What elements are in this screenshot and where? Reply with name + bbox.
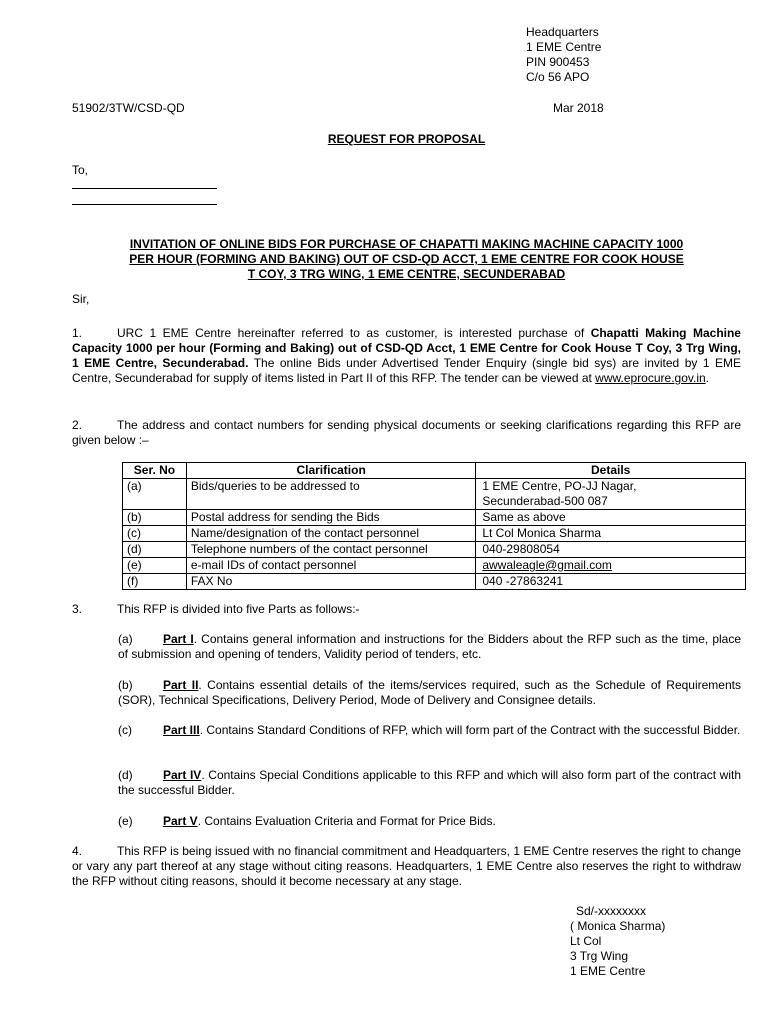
table-row xyxy=(123,542,746,558)
part-item xyxy=(118,768,741,798)
table-cell-ser: (b) xyxy=(123,510,187,526)
part-id: (d) xyxy=(118,768,133,782)
paragraph-bold-text: Chapatti Making Machine Capacity 1000 per hour (Forming and Baking) out of CSD-QD Acct, 1 EME Centre for Cook House T Coy, 3 Trg Wing, 1 EME Centre, Secunderabad. xyxy=(72,326,741,370)
part-label: Part II xyxy=(163,678,199,692)
part-text: . Contains essential details of the items/services required, such as the Schedule of Requirements (SOR), Technical Specifications, Delivery Period, Mode of Delivery and Consignee details. xyxy=(118,678,741,707)
table-cell-ser: (c) xyxy=(123,526,187,542)
address-line: PIN 900453 xyxy=(526,55,590,69)
part-id: (a) xyxy=(118,632,133,646)
part-id: (b) xyxy=(118,678,133,692)
table-row xyxy=(123,479,746,510)
subject xyxy=(72,237,741,282)
paragraph-text: This RFP is divided into five Parts as follows:- xyxy=(117,602,360,616)
part-text: . Contains general information and instructions for the Bidders about the RFP such as the time, place of submission and opening of tenders, Validity period of tenders, etc. xyxy=(118,632,742,661)
signature-block xyxy=(570,904,665,979)
table-header: Ser. No xyxy=(123,463,187,479)
addressee-blank-line xyxy=(72,188,217,189)
table-cell-details xyxy=(476,558,746,574)
part-item xyxy=(118,723,741,738)
paragraph-number: 1. xyxy=(72,326,83,340)
subject-line: T COY, 3 TRG WING, 1 EME CENTRE, SECUNDERABAD xyxy=(247,267,566,281)
table-cell-ser: (a) xyxy=(123,479,187,510)
part-item xyxy=(118,814,741,829)
table-cell-clarification: Postal address for sending the Bids xyxy=(186,510,475,526)
table-cell-details: 040-29808054 xyxy=(476,542,746,558)
address-line: Headquarters xyxy=(526,25,599,39)
table-cell-details: 040 -27863241 xyxy=(476,574,746,590)
table-cell-details: Same as above xyxy=(476,510,746,526)
subject-line: PER HOUR (FORMING AND BAKING) OUT OF CSD-QD ACCT, 1 EME CENTRE FOR COOK HOUSE xyxy=(129,252,684,266)
part-label: Part I xyxy=(163,632,194,646)
part-label: Part III xyxy=(163,723,200,737)
paragraph-1 xyxy=(72,326,741,386)
table-row xyxy=(123,574,746,590)
table-cell-clarification: Bids/queries to be addressed to xyxy=(186,479,475,510)
table-cell-clarification: FAX No xyxy=(186,574,475,590)
table-row xyxy=(123,526,746,542)
part-text: . Contains Evaluation Criteria and Format for Price Bids. xyxy=(197,814,496,828)
table-cell-details xyxy=(476,479,746,510)
part-label: Part V xyxy=(163,814,198,828)
part-item xyxy=(118,632,741,662)
paragraph-4 xyxy=(72,844,741,889)
part-id: (e) xyxy=(118,814,133,828)
reference-number: 51902/3TW/CSD-QD xyxy=(72,101,185,115)
signature-line: 1 EME Centre xyxy=(570,964,646,978)
table-cell-clarification: Telephone numbers of the contact personnel xyxy=(186,542,475,558)
paragraph-text: URC 1 EME Centre hereinafter referred to as customer, is interested purchase of xyxy=(117,326,591,340)
paragraph-2 xyxy=(72,418,741,448)
paragraph-3-intro xyxy=(72,602,360,617)
address-line: 1 EME Centre xyxy=(526,40,602,54)
addressee-blank-line xyxy=(72,204,217,205)
salutation: Sir, xyxy=(72,292,90,306)
paragraph-number: 3. xyxy=(72,602,83,616)
address-line: C/o 56 APO xyxy=(526,70,590,84)
email-link[interactable]: awwaleagle@gmail.com xyxy=(482,558,612,572)
paragraph-text: This RFP is being issued with no financial commitment and Headquarters, 1 EME Centre reserves the right to change or vary any part thereof at any stage without citing reasons. Headquarters, 1 EME Centre also reserves the right to withdraw the RFP without citing reasons, should it become necessary at any stage. xyxy=(72,844,741,888)
eprocure-link[interactable]: www.eprocure.gov.in xyxy=(595,371,706,385)
table-header: Details xyxy=(476,463,746,479)
table-header: Clarification xyxy=(186,463,475,479)
paragraph-text: The address and contact numbers for sending physical documents or seeking clarifications regarding this RFP are given below :– xyxy=(72,418,741,447)
paragraph-text: The online Bids under Advertised Tender Enquiry (single bid sys) are invited by 1 EME Centre, Secunderabad for supply of items listed in Part II of this RFP. The tender can be viewed at xyxy=(72,356,741,385)
paragraph-number: 4. xyxy=(72,844,83,858)
subject-line: INVITATION OF ONLINE BIDS FOR PURCHASE OF CHAPATTI MAKING MACHINE CAPACITY 1000 xyxy=(129,237,684,251)
details-line: Secunderabad-500 087 xyxy=(482,494,608,508)
table-row xyxy=(123,558,746,574)
paragraph-number: 2. xyxy=(72,418,83,432)
part-text: . Contains Special Conditions applicable to this RFP and which will also form part of the contract with the successful Bidder. xyxy=(118,768,741,797)
part-item xyxy=(118,678,741,708)
part-id: (c) xyxy=(118,723,132,737)
part-label: Part IV xyxy=(163,768,202,782)
signature-line: ( Monica Sharma) xyxy=(570,919,666,933)
details-line: 1 EME Centre, PO-JJ Nagar, xyxy=(482,479,637,493)
document-date: Mar 2018 xyxy=(553,101,604,115)
clarification-table xyxy=(122,462,746,590)
table-row xyxy=(123,510,746,526)
signature-line: Sd/-xxxxxxxx xyxy=(576,904,647,918)
to-label: To, xyxy=(72,163,89,177)
address-block xyxy=(526,25,601,85)
signature-line: Lt Col xyxy=(570,934,602,948)
part-text: . Contains Standard Conditions of RFP, which will form part of the Contract with the successful Bidder. xyxy=(199,723,741,737)
signature-line: 3 Trg Wing xyxy=(570,949,629,963)
paragraph-text: . xyxy=(705,371,710,385)
table-cell-ser: (e) xyxy=(123,558,187,574)
table-cell-clarification: Name/designation of the contact personnel xyxy=(186,526,475,542)
table-header-row xyxy=(123,463,746,479)
table-cell-clarification: e-mail IDs of contact personnel xyxy=(186,558,475,574)
table-cell-ser: (d) xyxy=(123,542,187,558)
document-title: REQUEST FOR PROPOSAL xyxy=(327,132,486,146)
table-cell-details: Lt Col Monica Sharma xyxy=(476,526,746,542)
table-cell-ser: (f) xyxy=(123,574,187,590)
